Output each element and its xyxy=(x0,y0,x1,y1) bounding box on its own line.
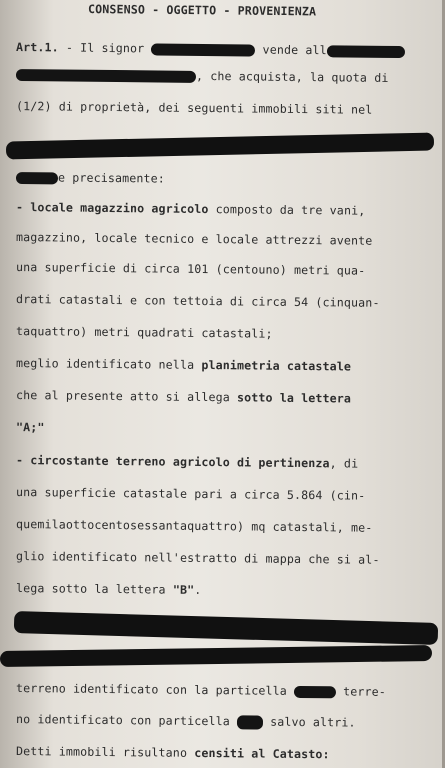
tail-line-1 xyxy=(16,681,439,699)
item1-line-3: una superficie di circa 101 (centouno) metri qua- xyxy=(15,260,366,278)
item2-text-1: , di xyxy=(329,456,359,471)
redaction-bar xyxy=(0,645,432,667)
art1-text-b: vende all xyxy=(255,42,327,58)
lettera-label: sotto la lettera xyxy=(236,390,352,406)
redaction-mark xyxy=(294,685,336,697)
art1-text-a: - Il signor xyxy=(58,40,152,56)
redaction-mark xyxy=(327,45,405,58)
tail-line-3 xyxy=(16,744,439,762)
art1-line-5 xyxy=(16,170,439,188)
article-number: Art.1. xyxy=(15,40,59,55)
redaction-bar xyxy=(6,133,434,160)
item2-line-1 xyxy=(16,453,439,471)
tail-text-1a: terreno identificato con la particella xyxy=(15,681,295,698)
item2-line-5 xyxy=(16,581,439,599)
item2-line-2: una superficie catastale pari a circa 5.864 (cin- xyxy=(15,485,366,503)
art1-text-5: e precisamente: xyxy=(57,170,166,186)
tail-line-2 xyxy=(16,712,439,731)
tail-text-2b: salvo altri. xyxy=(262,714,356,730)
item1-line-2: magazzino, locale tecnico e locale attrezzi avente xyxy=(15,230,373,248)
tail-text-2a: no identificato con particella xyxy=(15,712,238,729)
item1-line-4: drati catastali e con tettoia di circa 54 (cinquan- xyxy=(15,292,380,310)
art1-line-3: (1/2) di proprietà, dei seguenti immobili siti nel xyxy=(15,99,373,117)
item1-line-7 xyxy=(16,388,439,406)
planimetria-label: planimetria catastale xyxy=(201,357,352,374)
item1-line-1 xyxy=(16,200,439,218)
redaction-bar xyxy=(14,611,438,645)
redaction-mark xyxy=(237,715,263,729)
item2-dash: - xyxy=(15,453,31,468)
letter-a: "A;" xyxy=(15,420,45,435)
item2-text-5: lega sotto la lettera xyxy=(15,581,173,597)
item1-line-6 xyxy=(16,356,439,374)
art1-line-2 xyxy=(16,67,439,85)
letter-b: "B" xyxy=(172,582,195,597)
item1-line-5: taquattro) metri quadrati catastali; xyxy=(15,324,273,341)
item1-text-1: composto da tre vani, xyxy=(208,202,366,218)
tail-text-1b: terre- xyxy=(335,684,387,699)
tail-text-3a: Detti immobili risultano xyxy=(15,744,195,760)
catasto-label: censiti al Catasto: xyxy=(194,745,330,762)
item1-text-7: che al presente atto si allega xyxy=(15,388,238,405)
art1-text-2: , che acquista, la quota di xyxy=(195,68,389,85)
item2-heading: circostante terreno agricolo di pertinenza xyxy=(30,453,330,471)
redaction-mark xyxy=(151,43,255,56)
item2-line-3: quemilaottocentosessantaquattro) mq catastali, me- xyxy=(15,517,373,535)
item1-text-6: meglio identificato nella xyxy=(15,356,202,372)
redaction-mark xyxy=(16,172,58,184)
item1-dash: - xyxy=(15,200,31,215)
art1-line-1 xyxy=(16,40,439,58)
document-title: CONSENSO - OGGETTO - PROVENIENZA xyxy=(87,2,317,19)
item2-line-4: glio identificato nell'estratto di mappa che si al- xyxy=(15,549,380,567)
item1-heading: locale magazzino agricolo xyxy=(30,200,209,217)
redaction-mark xyxy=(16,69,196,83)
item2-text-5-end: . xyxy=(194,582,202,597)
